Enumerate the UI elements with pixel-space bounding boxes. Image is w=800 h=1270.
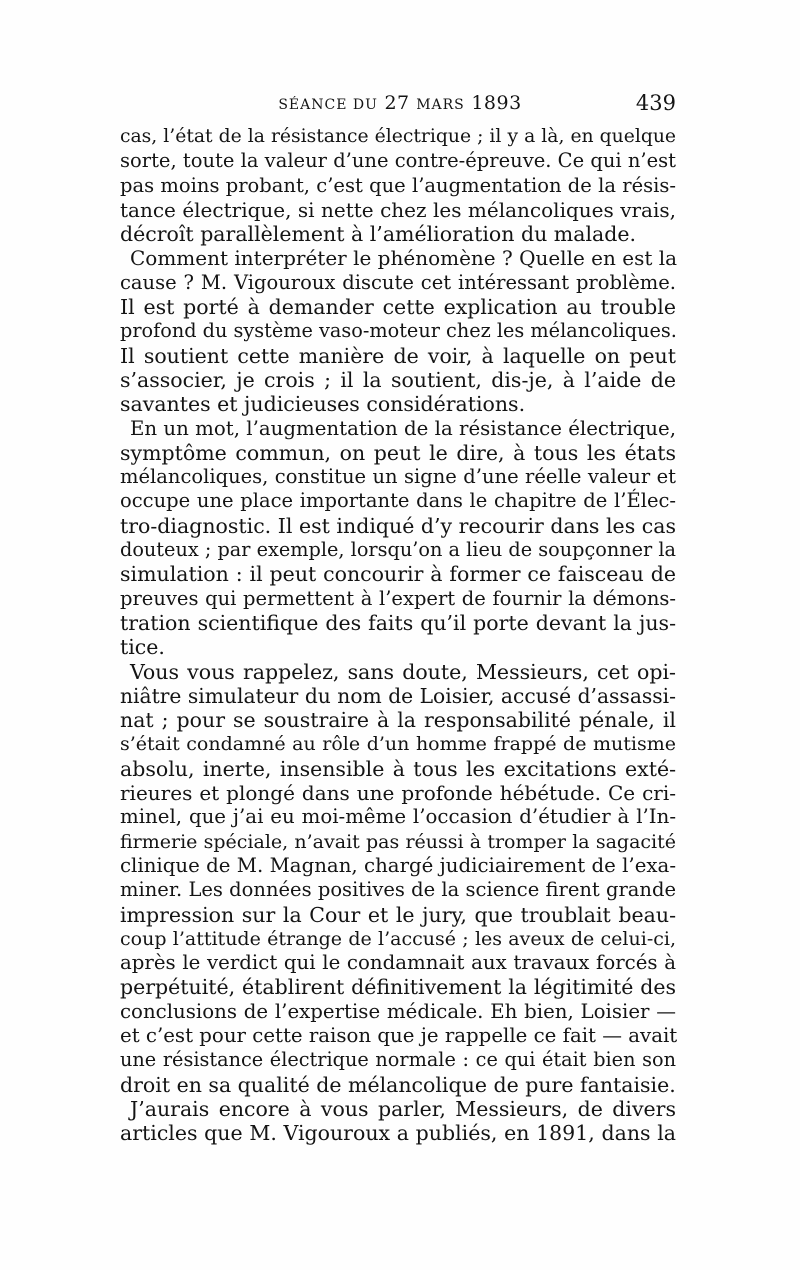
text-line: tice. bbox=[120, 635, 165, 660]
text-line: Il est porté à demander cette explication au trouble bbox=[120, 295, 676, 320]
text-line: clinique de M. Magnan, chargé judiciairement de l’exa- bbox=[120, 853, 676, 877]
text-line: droit en sa qualité de mélancolique de pure fantaisie. bbox=[120, 1072, 676, 1097]
text-line: tance électrique, si nette chez les mélancoliques vrais, bbox=[120, 197, 676, 222]
text-line: profond du système vaso-moteur chez les mélancoliques. bbox=[120, 319, 677, 343]
text-line: s’associer, je crois ; il la soutient, dis-je, à l’aide de bbox=[120, 367, 676, 392]
text-line: En un mot, l’augmentation de la résistance électrique, bbox=[130, 416, 676, 440]
page-header bbox=[124, 88, 676, 118]
text-line: nat ; pour se soustraire à la responsabilité pénale, il bbox=[120, 708, 676, 733]
text-line: occupe une place importante dans le chapitre de l’Élec- bbox=[120, 489, 676, 513]
text-line: s’était condamné au rôle d’un homme frappé de mutisme bbox=[120, 733, 676, 756]
text-line: firmerie spéciale, n’avait pas réussi à tromper la sagacité bbox=[120, 830, 676, 853]
text-line: douteux ; par exemple, lorsqu’on a lieu de soupçonner la bbox=[120, 538, 676, 562]
text-line: après le verdict qui le condamnait aux travaux forcés à bbox=[120, 951, 676, 975]
running-head-seance: SÉANCE DU bbox=[278, 97, 378, 113]
text-line: Il soutient cette manière de voir, à laquelle on peut bbox=[120, 343, 676, 368]
text-line: pas moins probant, c’est que l’augmentation de la résis- bbox=[120, 173, 676, 197]
text-line: preuves qui permettent à l’expert de fournir la démons- bbox=[120, 586, 676, 610]
text-line: mélancoliques, constitue un signe d’une réelle valeur et bbox=[120, 465, 676, 489]
text-line: coup l’attitude étrange de l’accusé ; les aveux de celui-ci, bbox=[120, 927, 676, 950]
page-number: 439 bbox=[635, 91, 676, 115]
text-line: cause ? M. Vigouroux discute cet intéressant problème. bbox=[120, 270, 676, 294]
text-line: rieures et plongé dans une profonde hébétude. Ce cri- bbox=[120, 781, 676, 806]
text-line: minel, que j’ai eu moi-même l’occasion d’étudier à l’In- bbox=[120, 805, 676, 829]
running-head-year: 1893 bbox=[471, 92, 522, 114]
text-line: et c’est pour cette raison que je rappelle ce fait — avait bbox=[120, 1023, 678, 1047]
text-line: perpétuité, établirent définitivement la légitimité des bbox=[120, 975, 676, 1000]
body-text bbox=[120, 125, 676, 1145]
text-line: symptôme commun, on peut le dire, à tous les états bbox=[120, 440, 676, 465]
text-line: Vous vous rappelez, sans doute, Messieurs, cet opi- bbox=[130, 659, 676, 684]
running-head bbox=[124, 88, 676, 120]
text-line: articles que M. Vigouroux a publiés, en 1891, dans la bbox=[120, 1121, 676, 1146]
running-head-month: MARS bbox=[416, 97, 465, 113]
text-line: absolu, inerte, insensible à tous les excitations exté- bbox=[120, 756, 676, 781]
text-line: simulation : il peut concourir à former ce faisceau de bbox=[120, 562, 676, 587]
text-line: savantes et judicieuses considérations. bbox=[120, 392, 526, 417]
text-line: une résistance électrique normale : ce qui était bien son bbox=[120, 1048, 676, 1072]
text-line: impression sur la Cour et le jury, que troublait beau- bbox=[120, 902, 676, 927]
text-line: J’aurais encore à vous parler, Messieurs, de divers bbox=[130, 1096, 676, 1121]
text-line: cas, l’état de la résistance électrique ; il y a là, en quelque bbox=[120, 126, 676, 147]
text-line: décroît parallèlement à l’amélioration du malade. bbox=[120, 222, 637, 247]
text-line: miner. Les données positives de la science firent grande bbox=[120, 878, 676, 902]
text-line: sorte, toute la valeur d’une contre-épreuve. Ce qui n’est bbox=[120, 149, 676, 173]
text-line: Comment interpréter le phénomène ? Quelle en est la bbox=[130, 246, 678, 271]
running-head-day: 27 bbox=[384, 92, 410, 114]
text-line: niâtre simulateur du nom de Loisier, accusé d’assassi- bbox=[120, 683, 676, 708]
text-line: tro-diagnostic. Il est indiqué d’y recourir dans les cas bbox=[120, 513, 676, 538]
text-line: conclusions de l’expertise médicale. Eh bien, Loisier — bbox=[120, 999, 676, 1023]
text-line: tration scientifique des faits qu’il porte devant la jus- bbox=[120, 610, 676, 635]
